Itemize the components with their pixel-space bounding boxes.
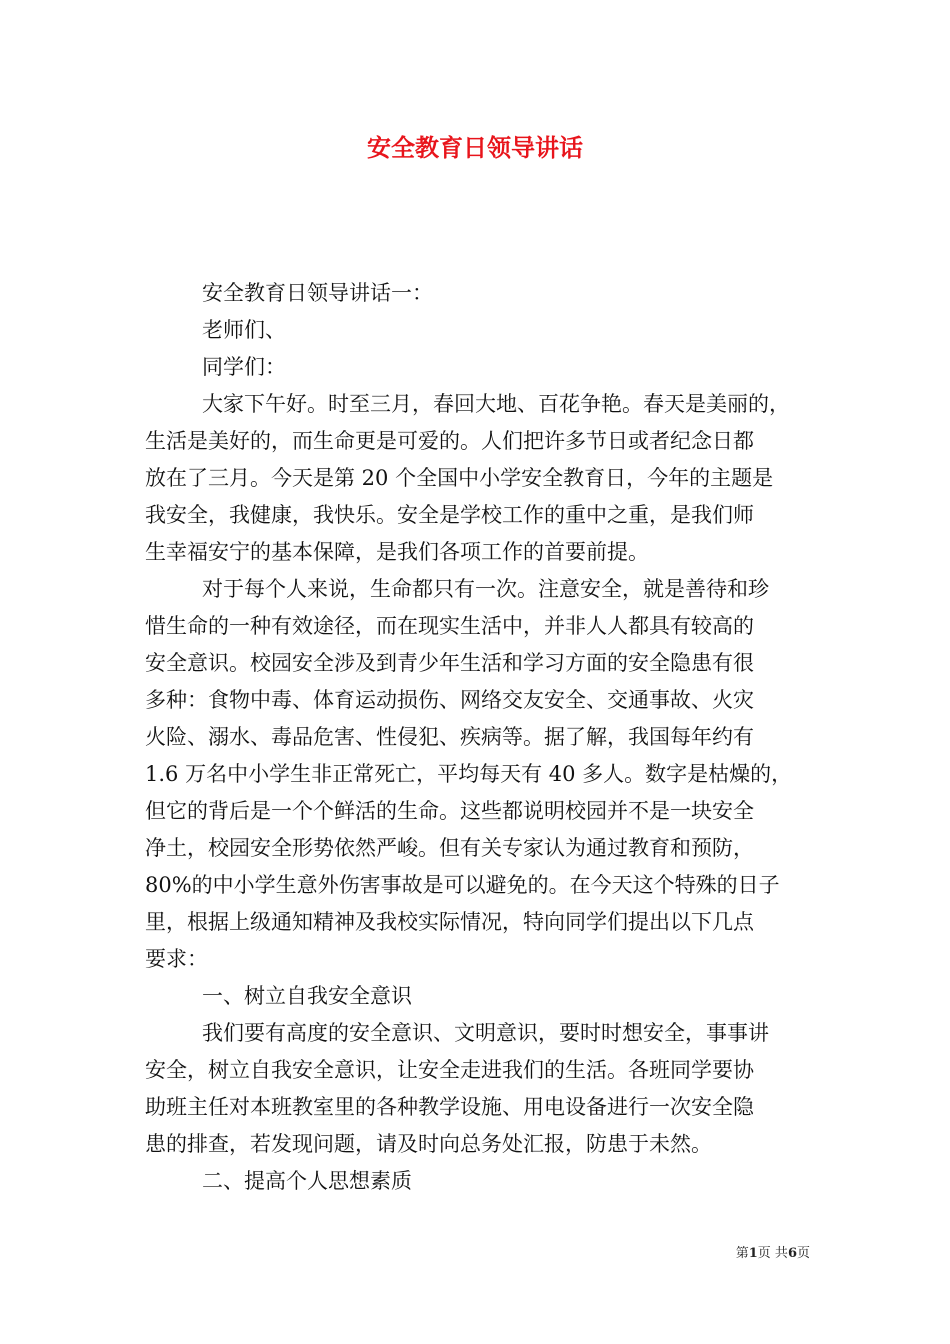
paragraph-line: 安全意识。校园安全涉及到青少年生活和学习方面的安全隐患有很 [145,651,754,675]
salutation-students: 同学们： [202,355,286,379]
paragraph-line: 助班主任对本班教室里的各种教学设施、用电设备进行一次安全隐 [145,1095,754,1119]
paragraph-line: 我们要有高度的安全意识、文明意识，要时时想安全，事事讲 [202,1021,769,1045]
page-number-middle: 页 共 [757,1246,788,1261]
paragraph-line: 净土，校园安全形势依然严峻。但有关专家认为通过教育和预防， [145,836,754,860]
paragraph-line: 放在了三月。今天是第 20 个全国中小学安全教育日，今年的主题是 [145,466,774,490]
paragraph-line: 我安全，我健康，我快乐。安全是学校工作的重中之重，是我们师 [145,503,754,527]
paragraph-line: 1.6 万名中小学生非正常死亡，平均每天有 40 多人。数字是枯燥的， [145,762,793,786]
paragraph-line: 多种：食物中毒、体育运动损伤、网络交友安全、交通事故、火灾 [145,688,754,712]
page-number [700,1245,810,1263]
paragraph-line: 患的排查，若发现问题，请及时向总务处汇报，防患于未然。 [145,1132,712,1156]
paragraph-line: 大家下午好。时至三月，春回大地、百花争艳。春天是美丽的， [202,392,790,416]
document-body [145,275,805,1200]
paragraph-line: 80%的中小学生意外伤害事故是可以避免的。在今天这个特殊的日子 [145,873,780,897]
page-number-prefix: 第 [735,1246,749,1261]
document-title: 安全教育日领导讲话 [367,133,583,162]
paragraph-line: 安全，树立自我安全意识，让安全走进我们的生活。各班同学要协 [145,1058,754,1082]
paragraph-line: 惜生命的一种有效途径，而在现实生活中，并非人人都具有较高的 [145,614,754,638]
page-number-total: 6 [787,1246,797,1261]
paragraph-line: 生活是美好的，而生命更是可爱的。人们把许多节日或者纪念日都 [145,429,754,453]
salutation-teachers: 老师们、 [202,318,286,342]
paragraph-line: 里，根据上级通知精神及我校实际情况，特向同学们提出以下几点 [145,910,754,934]
paragraph-line: 对于每个人来说，生命都只有一次。注意安全，就是善待和珍 [202,577,769,601]
paragraph-line: 但它的背后是一个个鲜活的生命。这些都说明校园并不是一块安全 [145,799,754,823]
paragraph-line: 生幸福安宁的基本保障，是我们各项工作的首要前提。 [145,540,649,564]
section-heading-2: 二、提高个人思想素质 [202,1169,412,1193]
paragraph-line: 要求： [145,947,208,971]
page-number-suffix: 页 [796,1246,810,1261]
paragraph-line: 火险、溺水、毒品危害、性侵犯、疾病等。据了解，我国每年约有 [145,725,754,749]
page-number-current: 1 [748,1246,758,1261]
speech-heading: 安全教育日领导讲话一： [202,281,433,305]
section-heading-1: 一、树立自我安全意识 [202,984,412,1008]
